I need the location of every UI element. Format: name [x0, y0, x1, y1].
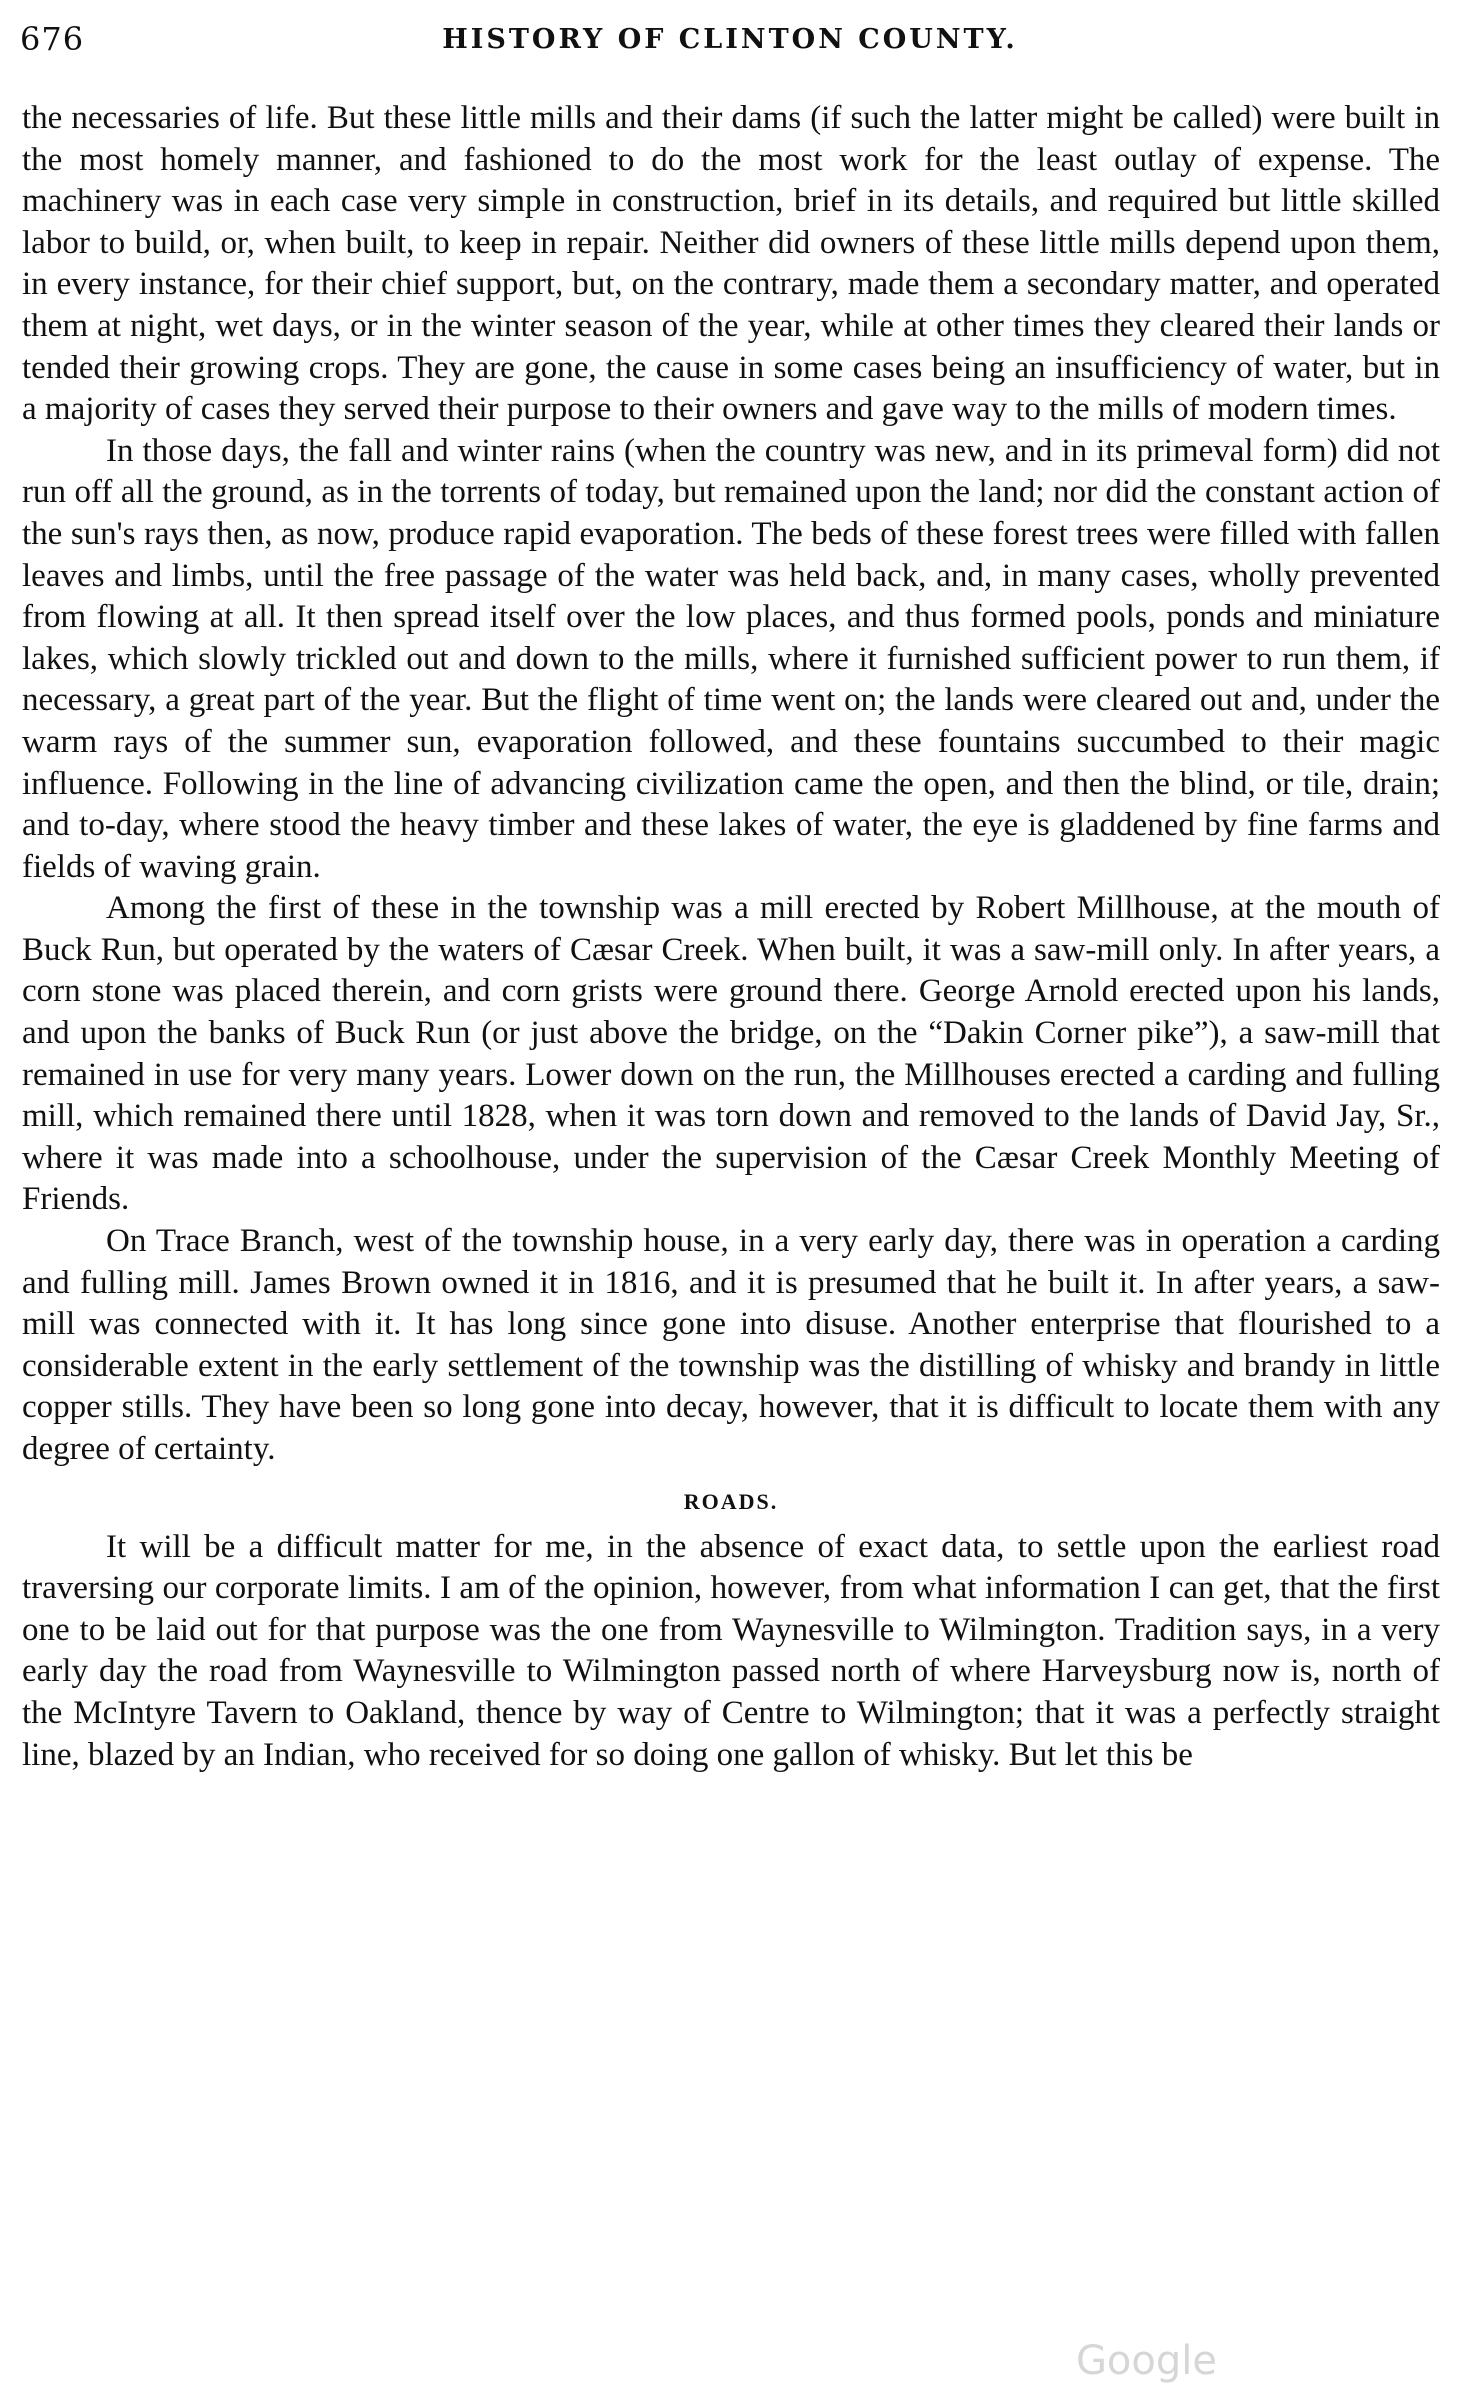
paragraph-rains: In those days, the fall and winter rains (when the country was new, and in its primeval form) did not run off all the ground, as in the torrents of today, but remained upon the land; nor did the constant action of the sun's rays then, as now, produce rapid evaporation. The beds of these forest trees were filled with fallen leaves and limbs, until the free passage of the water was held back, and, in many cases, wholly prevented from flowing at all. It then spread itself over the low places, and thus formed pools, ponds and miniature lakes, which slowly trickled out and down to the mills, where it furnished sufficient power to run them, if necessary, a great part of the year. But the flight of time went on; the lands were cleared out and, under the warm rays of the summer sun, evaporation followed, and these fountains succumbed to their magic influence. Following in the line of advancing civilization came the open, and then the blind, or tile, drain; and to-day, where stood the heavy timber and these lakes of water, the eye is gladdened by fine farms and fields of waving grain. — [22, 432, 1440, 885]
page-number: 676 — [20, 20, 85, 58]
page-header — [20, 12, 1440, 62]
paragraph-mills-construction: the necessaries of life. But these little mills and their dams (if such the latter might be called) were built in the most homely manner, and fashioned to do the most work for the least outlay of expense. The machinery was in each case very simple in construction, brief in its details, and required but little skilled labor to build, or, when built, to keep in repair. Neither did owners of these little mills depend upon them, in every instance, for their chief support, but, on the contrary, made them a secondary matter, and operated them at night, wet days, or in the winter season of the year, while at other times they cleared their lands or tended their growing crops. They are gone, the cause in some cases being an insufficiency of water, but in a majority of cases they served their purpose to their owners and gave way to the mills of modern times. — [22, 100, 1440, 428]
google-watermark: Google — [1075, 2338, 1217, 2384]
body-text — [22, 98, 1440, 1776]
paragraph-first-mills: Among the first of these in the township was a mill erected by Robert Millhouse, at the mouth of Buck Run, but operated by the waters of Cæsar Creek. When built, it was a saw-mill only. In after years, a corn stone was placed therein, and corn grists were ground there. George Arnold erected upon his lands, and upon the banks of Buck Run (or just above the bridge, on the “Dakin Corner pike”), a saw-mill that remained in use for very many years. Lower down on the run, the Millhouses erected a carding and fulling mill, which remained there until 1828, when it was torn down and removed to the lands of David Jay, Sr., where it was made into a schoolhouse, under the supervision of the Cæsar Creek Monthly Meeting of Friends. — [22, 890, 1440, 1218]
section-heading-roads: ROADS. — [683, 1488, 779, 1514]
paragraph-trace-branch: On Trace Branch, west of the township house, in a very early day, there was in operation a carding and fulling mill. James Brown owned it in 1816, and it is presumed that he built it. In after years, a saw-mill was connected with it. It has long since gone into disuse. Another enterprise that flourished to a considerable extent in the early settlement of the township was the distilling of whisky and brandy in little copper stills. They have been so long gone into decay, however, that it is difficult to locate them with any degree of certainty. — [22, 1223, 1440, 1467]
running-title: HISTORY OF CLINTON COUNTY. — [442, 24, 1018, 55]
paragraph-roads: It will be a difficult matter for me, in the absence of exact data, to settle upon the earliest road traversing our corporate limits. I am of the opinion, however, from what information I can get, that the first one to be laid out for that purpose was the one from Waynesville to Wilmington. Tradition says, in a very early day the road from Waynesville to Wilmington passed north of where Harveysburg now is, north of the McIntyre Tavern to Oakland, thence by way of Centre to Wilmington; that it was a perfectly straight line, blazed by an Indian, who received for so doing one gallon of whisky. But let this be — [22, 1528, 1440, 1773]
